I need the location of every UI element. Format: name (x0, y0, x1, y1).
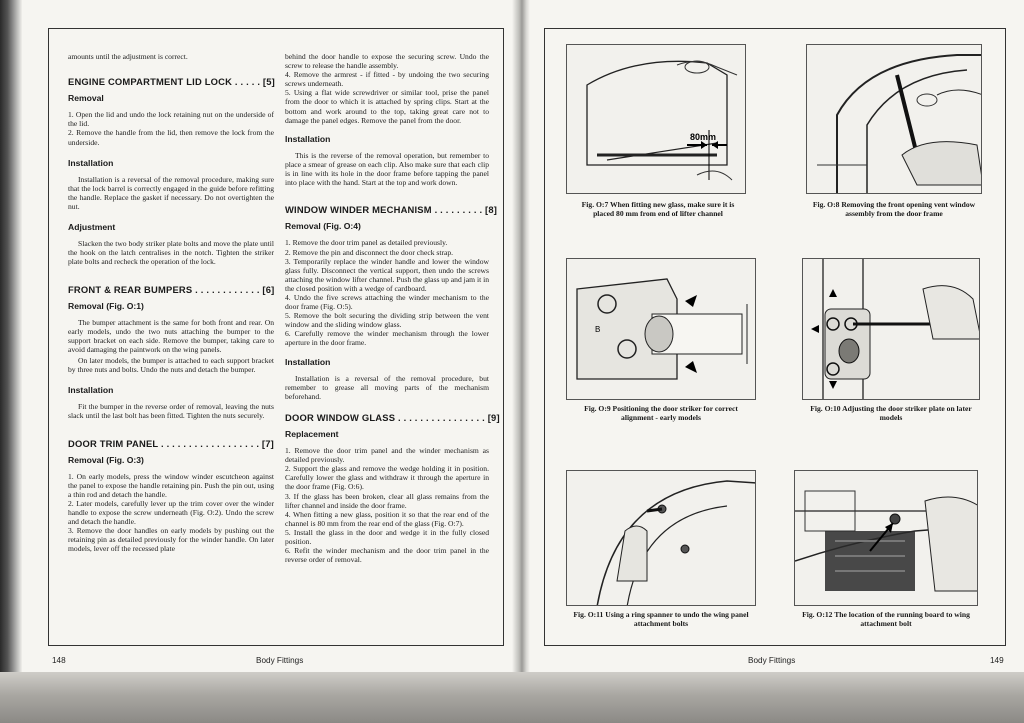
subheading-installation: Installation (285, 133, 331, 144)
body-text: 1. On early models, press the window winder escutcheon against the panel to expose the handle retaining pin. Push the pin out, using a thin rod and detach the handle. 2. Later models, carefully lever up the trim cover over the winder handle to expose the screw underneath (Fig. O:2). Undo the screw and detach the handle. 3. Remove the door handles on early models by pushing out the retaining pin as detailed previously for the winder handle. On later models, lever off the recessed plate (68, 471, 274, 554)
subheading-removal: Removal (68, 93, 104, 104)
figure-caption: Fig. O:8 Removing the front opening vent window assembly from the door frame (812, 200, 976, 218)
subheading-installation: Installation (68, 157, 114, 168)
figure-vent-window-illustration (806, 44, 982, 194)
scan-bottom-shadow (0, 672, 1024, 723)
subheading-adjustment: Adjustment (68, 222, 116, 233)
figure-striker-later-illustration (802, 258, 980, 400)
figure-running-board-illustration (794, 470, 978, 606)
subheading-removal: Removal (Fig. O:1) (68, 300, 144, 311)
body-text: 1. Open the lid and undo the lock retaining nut on the underside of the lid. 2. Remove the handle from the lid, then remove the lock from the underside. (68, 110, 274, 147)
body-text: behind the door handle to expose the securing screw. Undo the screw to release the handle assembly. 4. Remove the armrest - if fitted - by undoing the two securing screws underneath. 5. Using a flat wide screwdriver or similar tool, prise the panel from the door to which it is attached by spring clips. Start at the bottom and work around to the top, taking great care not to damage the panel edges. Remove the panel from the door. (285, 52, 489, 125)
subheading-installation: Installation (285, 356, 331, 367)
figure-caption: Fig. O:10 Adjusting the door striker plate on later models (810, 404, 972, 422)
figure-striker-early-illustration (566, 258, 756, 400)
running-footer-left: Body Fittings (256, 656, 304, 665)
subheading-installation: Installation (68, 385, 114, 396)
body-text: Installation is a reversal of the removal procedure, making sure that the lock barrel is correctly engaged in the guide before refitting the handle. Replace the gasket if necessary. Do not overtighten the nut. (68, 174, 274, 212)
figure-caption: Fig. O:9 Positioning the door striker for correct alignment - early models (584, 404, 738, 422)
figure-glass-fitting-illustration (566, 44, 746, 194)
body-text: 1. Remove the door trim panel and the winder mechanism as detailed previously. 2. Support the glass and remove the wedge holding it in position. Carefully lower the glass and withdraw it through the aperture in the door frame (Fig. O:6). 3. If the glass has been broken, clear all glass remains from the lifter channel and inside the door frame. 4. When fitting a new glass, position it so that the rear end of the channel is 80 mm from the rear end of the glass (Fig. O:7). 5. Install the glass in the door and wedge it in the fully closed position. 6. Refit the winder mechanism and the door trim panel in the reverse order of removal. (285, 446, 489, 565)
dimension-label: 80mm (690, 132, 717, 142)
section-heading-engine-lid: ENGINE COMPARTMENT LID LOCK . . . . . [5] (68, 76, 275, 88)
body-text: 1. Remove the door trim panel as detailed previously. 2. Remove the pin and disconnect the door check strap. 3. Temporarily replace the winder handle and lower the window glass fully. Disconnect the vertical support, then undo the screws attaching the window lifter channel. Push the glass up and jam it in the closed position with a wedge of cardboard. 4. Undo the five screws attaching the winder mechanism to the door frame (Fig. O:5). 5. Remove the bolt securing the dividing strip between the vent window and the sliding window glass. 6. Carefully remove the winder mechanism through the lower aperture in the door frame. (285, 238, 489, 348)
body-text: Fit the bumper in the reverse order of removal, leaving the nuts slack until the last bolt has been fitted. Tighten the nuts securely. (68, 402, 274, 421)
right-column (285, 52, 500, 566)
body-text: Slacken the two body striker plate bolts and move the plate until the hook on the latch centralises in the notch. Tighten the striker plate bolts and recheck the operation of the lock. (68, 239, 274, 267)
body-text: The bumper attachment is the same for both front and rear. On early models, undo the two nuts attaching the bumper to the support bracket on each side. Remove the bumper, taking care to avoid damaging the paintwork on the wing panels. (68, 317, 274, 354)
subheading-removal: Removal (Fig. O:3) (68, 454, 144, 465)
page-number-right: 149 (990, 656, 1004, 665)
figure-wing-panel-illustration (566, 470, 756, 606)
figure-letter-label: B (595, 325, 601, 334)
body-text: This is the reverse of the removal operation, but remember to place a smear of grease on each clip. Also make sure that each clip is in line with its hole in the door frame before tapping the panel into place with the hand. Start at the top and work down. (285, 150, 489, 188)
page-number-left: 148 (52, 656, 66, 665)
section-heading-door-trim: DOOR TRIM PANEL . . . . . . . . . . . . . . . . . . [7] (68, 437, 274, 449)
body-text: Installation is a reversal of the removal procedure, but remember to grease all moving parts of the mechanism beforehand. (285, 373, 489, 401)
page-edge (0, 0, 22, 700)
left-column (68, 52, 274, 556)
figure-caption: Fig. O:7 When fitting new glass, make sure it is placed 80 mm from end of lifter channel (581, 200, 735, 218)
book-gutter (512, 0, 530, 690)
figure-caption: Fig. O:11 Using a ring spanner to undo the wing panel attachment bolts (573, 610, 749, 628)
figure-caption: Fig. O:12 The location of the running board to wing attachment bolt (802, 610, 970, 628)
section-heading-window-winder: WINDOW WINDER MECHANISM . . . . . . . . . [8] (285, 204, 498, 216)
running-footer-right: Body Fittings (748, 656, 796, 665)
section-heading-bumpers: FRONT & REAR BUMPERS . . . . . . . . . . . . [6] (68, 283, 275, 295)
subheading-replacement: Replacement (285, 429, 339, 439)
intro-text: amounts until the adjustment is correct. (68, 52, 188, 61)
body-text: On later models, the bumper is attached to each support bracket by three nuts and bolts. Undo the nuts and detach the bumper. (68, 356, 274, 375)
subheading-removal: Removal (Fig. O:4) (285, 221, 361, 232)
section-heading-window-glass: DOOR WINDOW GLASS . . . . . . . . . . . . . . . . [9] (285, 411, 500, 423)
